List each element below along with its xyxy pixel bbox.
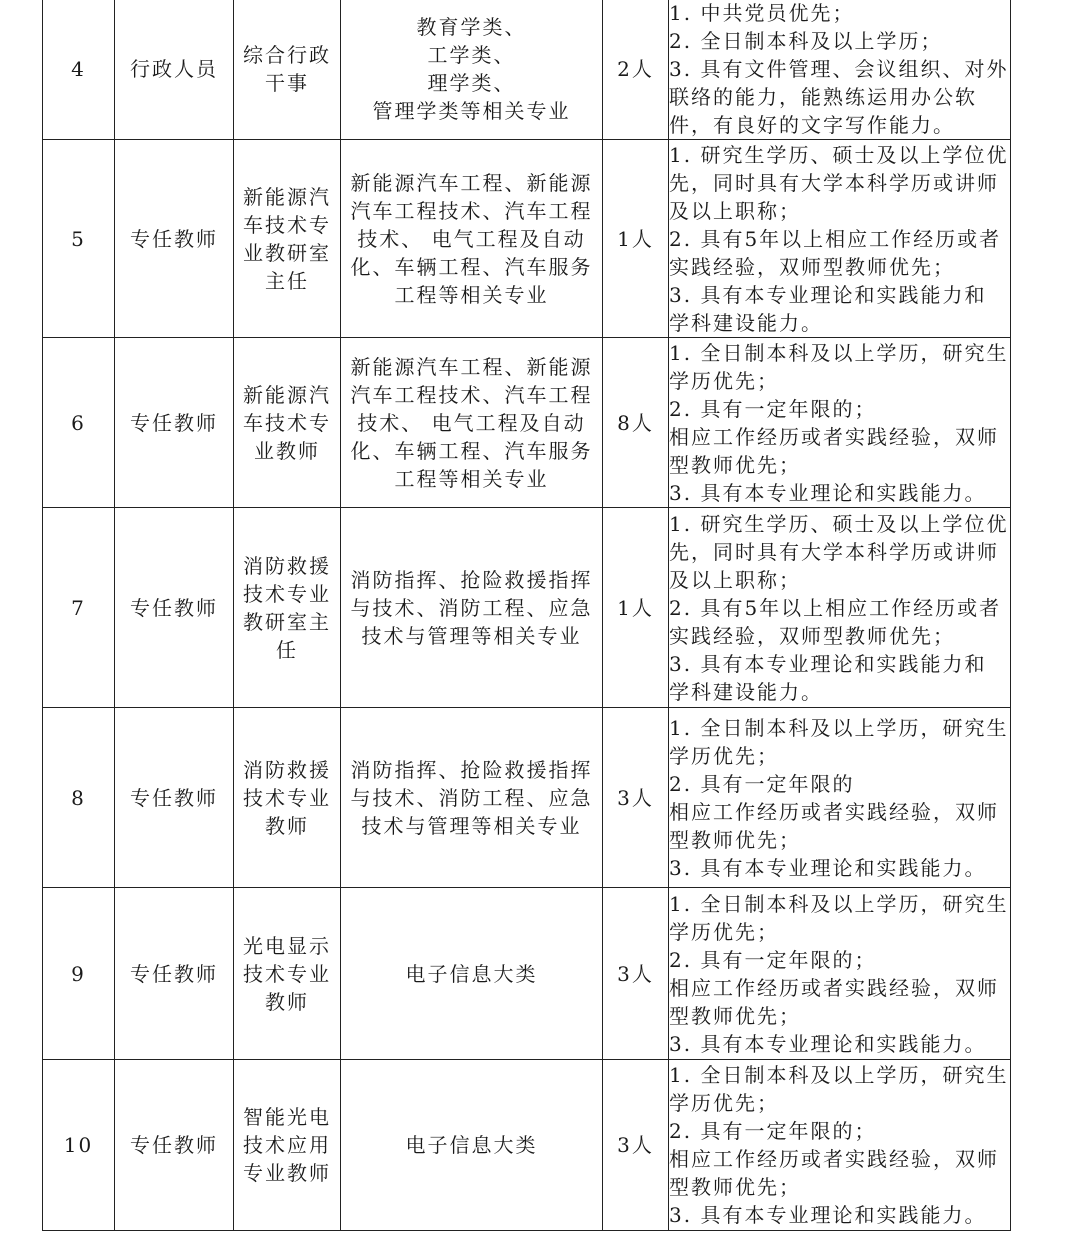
- row-number-cell: [43, 508, 115, 708]
- requirement-line: 先，同时具有大学本科学历或讲师: [669, 539, 999, 564]
- row-number-cell: [43, 338, 115, 508]
- position-line: 车技术专: [243, 212, 331, 237]
- major-line: 与技术、消防工程、应急: [350, 595, 593, 620]
- major-line: 电子信息大类: [405, 961, 538, 986]
- requirement-line: 2. 具有5年以上相应工作经历或者: [669, 595, 1002, 620]
- headcount: 3人: [617, 785, 654, 810]
- requirement-line: 相应工作经历或者实践经验，双师: [669, 1147, 999, 1171]
- requirement-line: 型教师优先；: [669, 1175, 801, 1199]
- major-line: 汽车工程技术、汽车工程: [350, 382, 593, 407]
- position-line: 技术专业: [243, 785, 331, 810]
- major-line: 新能源汽车工程、新能源: [350, 354, 593, 379]
- position-line: 业教师: [254, 438, 320, 463]
- position-line: 技术专业: [243, 581, 331, 606]
- requirement-line: 件，有良好的文字写作能力。: [669, 113, 955, 137]
- row-number: 4: [71, 57, 86, 81]
- headcount-cell: [603, 0, 669, 140]
- position-line: 综合行政: [243, 43, 331, 67]
- position-cell: [234, 708, 341, 888]
- majors-cell: [341, 708, 603, 888]
- headcount-cell: [603, 140, 669, 338]
- requirement-line: 1. 中共党员优先；: [669, 1, 855, 25]
- table-row: [43, 508, 1011, 708]
- row-number: 5: [71, 226, 86, 251]
- major-line: 技术、 电气工程及自动: [357, 226, 586, 251]
- category-cell: [115, 888, 234, 1060]
- majors-cell: [341, 1060, 603, 1231]
- position-cell: [234, 888, 341, 1060]
- requirement-line: 1. 研究生学历、硕士及以上学位优: [669, 511, 1009, 536]
- headcount-cell: [603, 708, 669, 888]
- requirement-line: 1. 全日制本科及以上学历，研究生: [669, 1063, 1009, 1087]
- table-row: [43, 1060, 1011, 1231]
- job-category: 专任教师: [130, 595, 218, 620]
- table-row: [43, 888, 1011, 1060]
- requirement-line: 学历优先；: [669, 919, 779, 944]
- requirement-line: 2. 全日制本科及以上学历；: [669, 29, 943, 53]
- position-cell: [234, 140, 341, 338]
- position-line: 教师: [265, 813, 309, 838]
- position-line: 消防救援: [243, 757, 331, 782]
- requirement-line: 学历优先；: [669, 368, 779, 393]
- major-line: 消防指挥、抢险救援指挥: [350, 757, 593, 782]
- requirement-line: 3. 具有本专业理论和实践能力。: [669, 855, 987, 880]
- category-cell: [115, 708, 234, 888]
- category-cell: [115, 0, 234, 140]
- headcount: 3人: [617, 961, 654, 986]
- major-line: 汽车工程技术、汽车工程: [350, 198, 593, 223]
- headcount: 2人: [617, 57, 654, 81]
- table-body: [43, 0, 1011, 1231]
- requirement-line: 先，同时具有大学本科学历或讲师: [669, 170, 999, 195]
- job-category: 专任教师: [130, 785, 218, 810]
- headcount-cell: [603, 1060, 669, 1231]
- requirement-line: 3. 具有本专业理论和实践能力和: [669, 282, 987, 307]
- requirement-line: 3. 具有本专业理论和实践能力和: [669, 651, 987, 676]
- row-number-cell: [43, 140, 115, 338]
- position-line: 业教研室: [243, 240, 331, 265]
- table-row: [43, 338, 1011, 508]
- major-line: 教育学类、: [416, 15, 527, 39]
- table-row: [43, 0, 1011, 140]
- row-number: 10: [63, 1133, 94, 1157]
- position-line: 智能光电: [243, 1105, 331, 1129]
- requirement-line: 相应工作经历或者实践经验，双师: [669, 424, 999, 449]
- category-cell: [115, 140, 234, 338]
- requirements-cell: [669, 140, 1011, 338]
- headcount-cell: [603, 508, 669, 708]
- requirement-line: 学历优先；: [669, 1091, 779, 1115]
- majors-cell: [341, 338, 603, 508]
- category-cell: [115, 1060, 234, 1231]
- requirement-line: 1. 全日制本科及以上学历，研究生: [669, 891, 1009, 916]
- position-line: 光电显示: [243, 933, 331, 958]
- position-line: 新能源汽: [243, 184, 331, 209]
- requirements-cell: [669, 0, 1011, 140]
- major-line: 管理学类等相关专业: [372, 99, 571, 123]
- position-line: 主任: [265, 268, 309, 293]
- row-number: 9: [71, 961, 86, 986]
- position-cell: [234, 0, 341, 140]
- headcount: 8人: [617, 410, 654, 435]
- headcount: 1人: [617, 595, 654, 620]
- position-cell: [234, 338, 341, 508]
- job-category: 专任教师: [130, 1133, 218, 1157]
- major-line: 消防指挥、抢险救援指挥: [350, 567, 593, 592]
- requirement-line: 及以上职称；: [669, 198, 801, 223]
- majors-cell: [341, 140, 603, 338]
- position-line: 专业教师: [243, 1161, 331, 1185]
- requirement-line: 2. 具有一定年限的；: [669, 947, 877, 972]
- requirement-line: 1. 研究生学历、硕士及以上学位优: [669, 142, 1009, 167]
- position-line: 技术专业: [243, 961, 331, 986]
- row-number-cell: [43, 0, 115, 140]
- headcount: 1人: [617, 226, 654, 251]
- requirement-line: 及以上职称；: [669, 567, 801, 592]
- majors-cell: [341, 508, 603, 708]
- headcount-cell: [603, 888, 669, 1060]
- majors-cell: [341, 0, 603, 140]
- position-line: 任: [276, 637, 298, 662]
- requirements-cell: [669, 1060, 1011, 1231]
- major-line: 电子信息大类: [405, 1133, 538, 1157]
- requirement-line: 联络的能力，能熟练运用办公软: [669, 85, 977, 109]
- requirements-cell: [669, 708, 1011, 888]
- requirement-line: 3. 具有文件管理、会议组织、对外: [669, 57, 1009, 81]
- job-category: 专任教师: [130, 226, 218, 251]
- majors-cell: [341, 888, 603, 1060]
- row-number-cell: [43, 888, 115, 1060]
- major-line: 理学类、: [427, 71, 516, 95]
- requirement-line: 1. 全日制本科及以上学历，研究生: [669, 715, 1009, 740]
- headcount: 3人: [617, 1133, 654, 1157]
- headcount-cell: [603, 338, 669, 508]
- requirements-cell: [669, 888, 1011, 1060]
- row-number-cell: [43, 708, 115, 888]
- requirement-line: 相应工作经历或者实践经验，双师: [669, 975, 999, 1000]
- requirement-line: 2. 具有一定年限的: [669, 771, 855, 796]
- row-number: 6: [71, 410, 86, 435]
- requirement-line: 相应工作经历或者实践经验，双师: [669, 799, 999, 824]
- position-line: 干事: [265, 71, 309, 95]
- major-line: 化、车辆工程、汽车服务: [350, 254, 593, 279]
- position-line: 教师: [265, 989, 309, 1014]
- row-number-cell: [43, 1060, 115, 1231]
- requirement-line: 1. 全日制本科及以上学历，研究生: [669, 340, 1009, 365]
- category-cell: [115, 508, 234, 708]
- position-line: 新能源汽: [243, 382, 331, 407]
- major-line: 技术与管理等相关专业: [361, 813, 582, 838]
- position-cell: [234, 508, 341, 708]
- major-line: 与技术、消防工程、应急: [350, 785, 593, 810]
- major-line: 新能源汽车工程、新能源: [350, 170, 593, 195]
- position-cell: [234, 1060, 341, 1231]
- job-category: 专任教师: [130, 410, 218, 435]
- requirement-line: 型教师优先；: [669, 452, 801, 477]
- requirement-line: 型教师优先；: [669, 827, 801, 852]
- requirement-line: 学历优先；: [669, 743, 779, 768]
- major-line: 工程等相关专业: [394, 466, 549, 491]
- major-line: 工程等相关专业: [394, 282, 549, 307]
- major-line: 工学类、: [427, 43, 516, 67]
- job-category: 行政人员: [130, 57, 218, 81]
- requirement-line: 3. 具有本专业理论和实践能力。: [669, 1031, 987, 1056]
- table-row: [43, 140, 1011, 338]
- category-cell: [115, 338, 234, 508]
- requirement-line: 3. 具有本专业理论和实践能力。: [669, 480, 987, 505]
- requirement-line: 型教师优先；: [669, 1003, 801, 1028]
- position-line: 教研室主: [243, 609, 331, 634]
- requirement-line: 3. 具有本专业理论和实践能力。: [669, 1203, 987, 1227]
- position-line: 技术应用: [243, 1133, 331, 1157]
- job-category: 专任教师: [130, 961, 218, 986]
- row-number: 8: [71, 785, 86, 810]
- requirement-line: 实践经验，双师型教师优先；: [669, 623, 955, 648]
- major-line: 化、车辆工程、汽车服务: [350, 438, 593, 463]
- position-line: 消防救援: [243, 553, 331, 578]
- requirements-cell: [669, 338, 1011, 508]
- requirements-cell: [669, 508, 1011, 708]
- requirement-line: 学科建设能力。: [669, 679, 823, 704]
- position-line: 车技术专: [243, 410, 331, 435]
- requirement-line: 2. 具有一定年限的；: [669, 1119, 877, 1143]
- requirement-line: 学科建设能力。: [669, 310, 823, 335]
- major-line: 技术、 电气工程及自动: [357, 410, 586, 435]
- recruitment-table: [42, 0, 1011, 1231]
- major-line: 技术与管理等相关专业: [361, 623, 582, 648]
- requirement-line: 实践经验，双师型教师优先；: [669, 254, 955, 279]
- table-row: [43, 708, 1011, 888]
- requirement-line: 2. 具有一定年限的；: [669, 396, 877, 421]
- requirement-line: 2. 具有5年以上相应工作经历或者: [669, 226, 1002, 251]
- row-number: 7: [71, 595, 86, 620]
